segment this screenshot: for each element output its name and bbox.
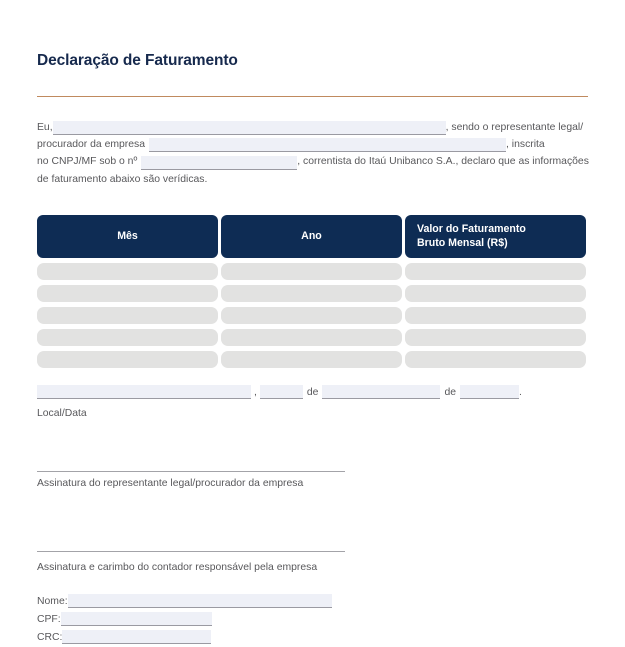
table-header-mes [37, 215, 218, 258]
table-row [37, 263, 586, 280]
cell-valor[interactable] [405, 285, 586, 302]
declaration-line-2 [37, 136, 592, 153]
cell-ano[interactable] [221, 285, 402, 302]
accountant-name-field[interactable] [68, 594, 332, 608]
page-title: Declaração de Faturamento [37, 52, 238, 69]
accountant-crc-field[interactable] [62, 630, 211, 644]
signature-line-representative[interactable] [37, 471, 345, 472]
signature-caption-accountant: Assinatura e carimbo do contador responsável pela empresa [37, 562, 318, 573]
accountant-name-row [37, 594, 332, 609]
cell-mes[interactable] [37, 351, 218, 368]
table-header-row [37, 215, 586, 258]
signature-caption-representative: Assinatura do representante legal/procurador da empresa [37, 478, 304, 489]
cell-ano[interactable] [221, 307, 402, 324]
declaration-line-2-prefix: procurador da empresa [37, 139, 146, 151]
cell-ano[interactable] [221, 263, 402, 280]
table-header-ano-label: Ano [301, 229, 322, 242]
cell-ano[interactable] [221, 329, 402, 346]
table-header-valor-line1: Valor do Faturamento [416, 223, 526, 235]
cell-ano[interactable] [221, 351, 402, 368]
table-row [37, 351, 586, 368]
cell-valor[interactable] [405, 307, 586, 324]
title-divider [37, 96, 588, 97]
signature-line-accountant[interactable] [37, 551, 345, 552]
declaration-line-2-suffix: , inscrita [506, 139, 545, 151]
table-row [37, 307, 586, 324]
declarant-name-field[interactable] [53, 121, 446, 135]
cnpj-field[interactable] [141, 156, 297, 170]
cell-mes[interactable] [37, 263, 218, 280]
local-date-period: . [519, 387, 522, 398]
table-body [37, 263, 586, 368]
cell-valor[interactable] [405, 329, 586, 346]
company-name-field[interactable] [149, 138, 506, 152]
date-year-field[interactable] [460, 385, 519, 399]
table-header-valor-wrapper [417, 223, 526, 250]
local-city-field[interactable] [37, 385, 251, 399]
accountant-crc-row [37, 630, 211, 645]
cell-mes[interactable] [37, 329, 218, 346]
accountant-cpf-label: CPF: [37, 614, 61, 625]
declaration-line-1-prefix: Eu, [37, 122, 53, 133]
declaration-line-1 [37, 119, 592, 136]
local-date-caption: Local/Data [37, 408, 87, 419]
declaration-line-1-suffix: , sendo o representante legal/ [445, 122, 584, 133]
declaration-line-3-prefix: no CNPJ/MF sob o nº [37, 156, 138, 168]
date-de-1: de [306, 387, 319, 398]
table-header-valor-line2: Bruto Mensal (R$) [416, 236, 508, 249]
declaration-line-4-text: de faturamento abaixo são verídicas. [37, 173, 208, 185]
accountant-cpf-row [37, 612, 212, 627]
declaration-line-4 [37, 171, 592, 188]
table-row [37, 285, 586, 302]
cell-mes[interactable] [37, 307, 218, 324]
date-month-field[interactable] [322, 385, 440, 399]
table-header-mes-label: Mês [117, 229, 138, 242]
revenue-table [37, 215, 586, 373]
accountant-cpf-field[interactable] [61, 612, 212, 626]
accountant-name-label: Nome: [37, 596, 68, 607]
cell-mes[interactable] [37, 285, 218, 302]
declaration-paragraph [37, 119, 592, 188]
declaration-line-3 [37, 153, 592, 170]
local-date-line [37, 385, 592, 400]
declaration-line-3-suffix: , correntista do Itaú Unibanco S.A., declaro que as informações [297, 156, 589, 168]
table-header-valor [405, 215, 586, 258]
accountant-crc-label: CRC: [37, 632, 63, 643]
table-row [37, 329, 586, 346]
local-date-comma: , [254, 387, 257, 398]
cell-valor[interactable] [405, 351, 586, 368]
cell-valor[interactable] [405, 263, 586, 280]
table-header-ano [221, 215, 402, 258]
date-de-2: de [444, 387, 457, 398]
date-day-field[interactable] [260, 385, 303, 399]
